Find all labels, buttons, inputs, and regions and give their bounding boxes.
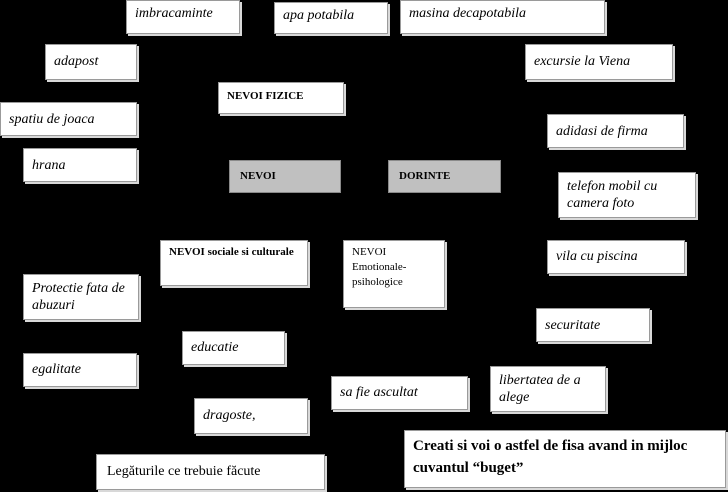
item-freedom: libertatea de a alege <box>490 366 606 412</box>
category-emotional: NEVOI Emotionale-psihologice <box>343 240 445 308</box>
center-needs: NEVOI <box>229 160 341 193</box>
item-equality: egalitate <box>23 353 137 387</box>
category-social: NEVOI sociale si culturale <box>160 240 308 286</box>
item-clothing: imbracaminte <box>126 0 240 34</box>
item-protection: Protectie fata de abuzuri <box>23 274 139 320</box>
item-water: apa potabila <box>274 2 388 34</box>
item-sneakers: adidasi de firma <box>547 114 684 148</box>
item-education: educatie <box>182 331 285 365</box>
footer-links: Legăturile ce trebuie făcute <box>96 454 325 490</box>
item-vienna: excursie la Viena <box>525 44 673 80</box>
item-security: securitate <box>536 308 650 342</box>
item-convertible: masina decapotabila <box>400 0 605 34</box>
item-food: hrana <box>23 148 137 182</box>
center-wants: DORINTE <box>388 160 501 193</box>
item-shelter: adapost <box>45 44 137 80</box>
item-love: dragoste, <box>194 398 308 434</box>
footer-instruction: Creati si voi o astfel de fisa avand in mijloc cuvantul “buget” <box>404 430 726 488</box>
category-physical: NEVOI FIZICE <box>218 82 344 114</box>
item-phone: telefon mobil cu camera foto <box>558 172 696 218</box>
item-play-space: spatiu de joaca <box>0 102 137 136</box>
item-listened: sa fie ascultat <box>331 376 468 410</box>
item-villa: vila cu piscina <box>547 240 685 274</box>
